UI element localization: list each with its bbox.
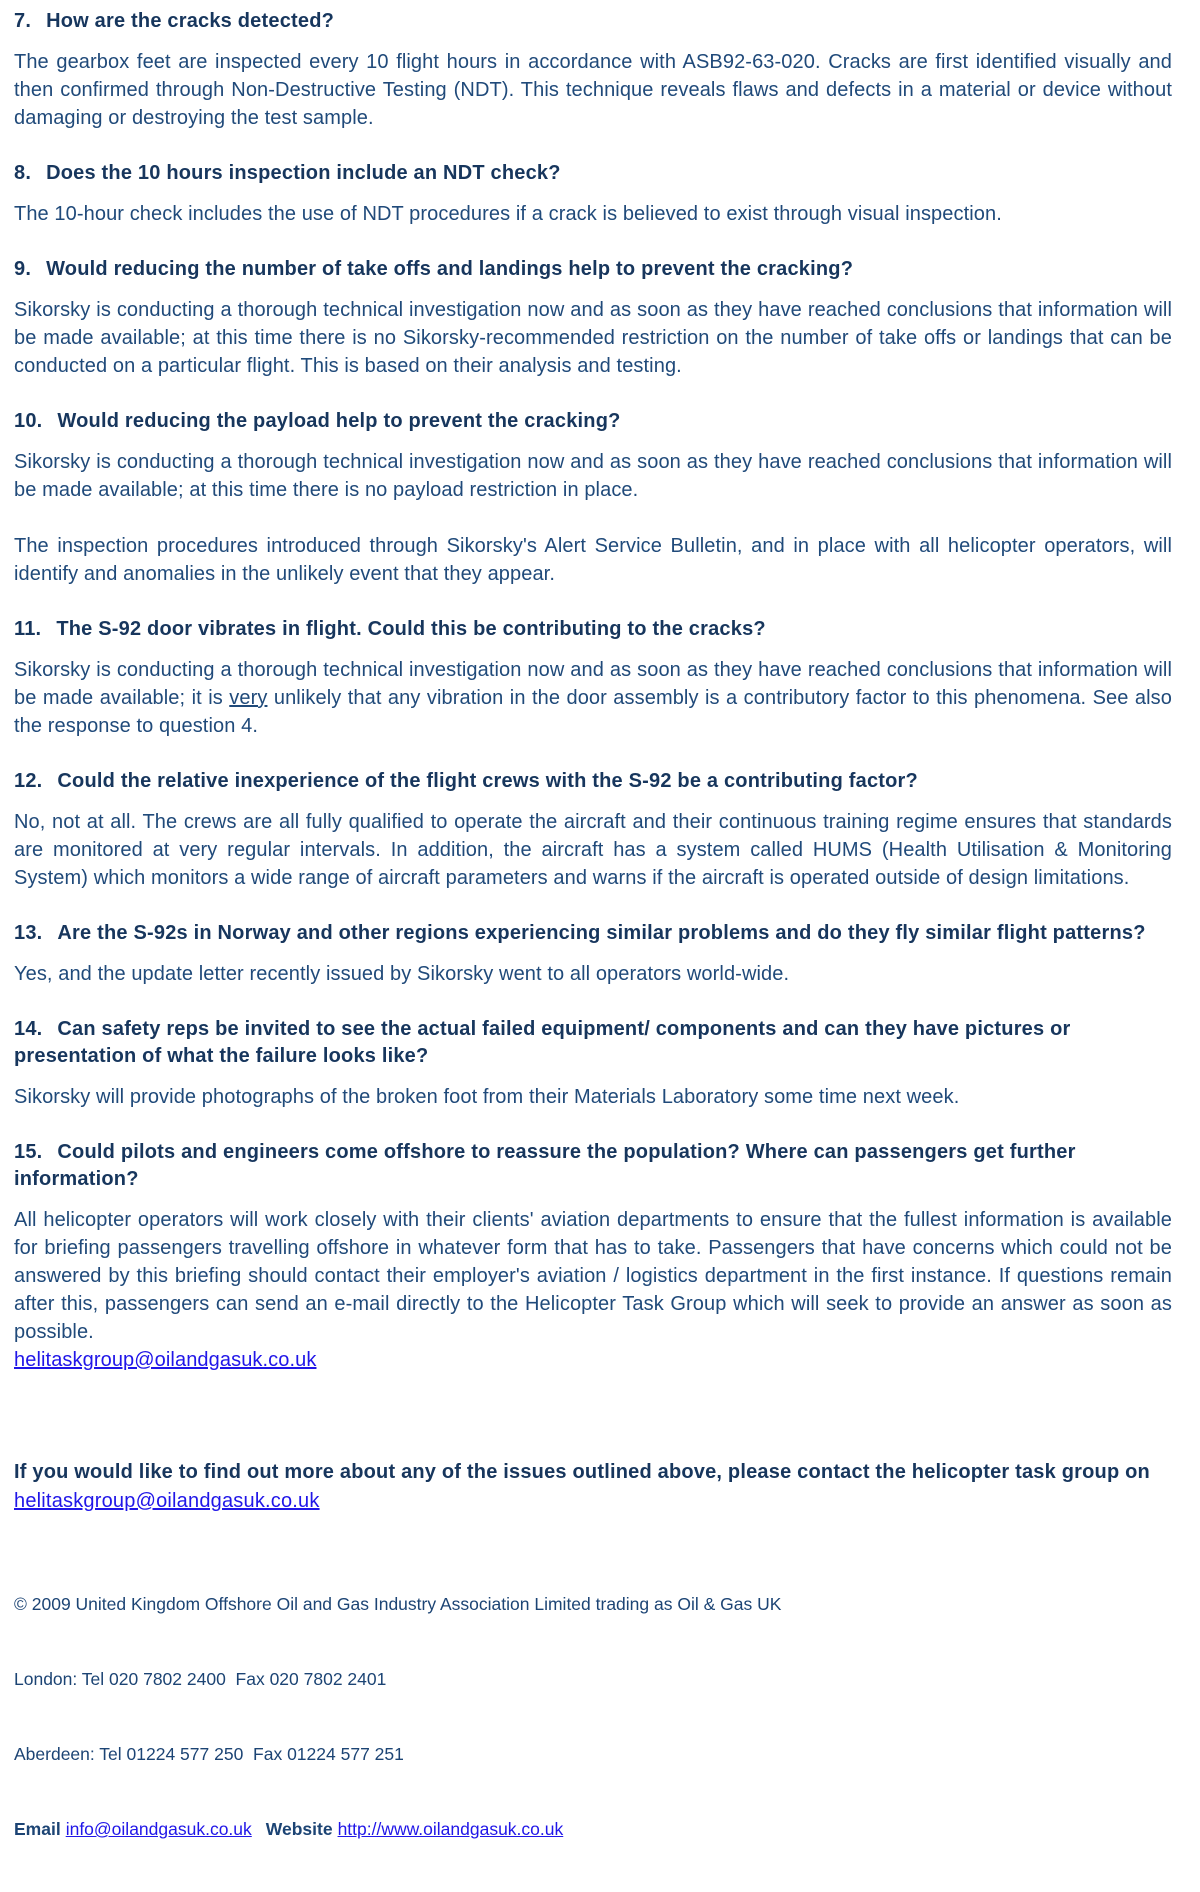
question-number: 15.	[14, 1141, 43, 1163]
vertical-spacer	[14, 1402, 1172, 1458]
question-text: Are the S-92s in Norway and other regions experiencing similar problems and do they fly similar flight patterns?	[57, 922, 1146, 944]
answer-paragraph	[14, 656, 1172, 740]
question-number: 7.	[14, 10, 32, 32]
footer-contact-line	[14, 1817, 1172, 1842]
question-heading	[14, 160, 1172, 187]
answer-text: All helicopter operators will work closely with their clients' aviation departments to ensure that the fullest information is available for briefing passengers travelling offshore in whatever form that has to take. Passengers that have concerns which could not be answered by this briefing should contact their employer's aviation / logistics department in the first instance. If questions remain after this, passengers can send an e-mail directly to the Helicopter Task Group which will seek to provide an answer as soon as possible.	[14, 1209, 1172, 1343]
faq-item-15	[14, 1139, 1172, 1374]
faq-item-12	[14, 768, 1172, 892]
footer-email-label: Email	[14, 1819, 61, 1839]
answer-paragraph: The gearbox feet are inspected every 10 flight hours in accordance with ASB92-63-020. Cracks are first identified visually and then confirmed through Non-Destructive Testing (NDT). This technique reveals flaws and defects in a material or device without damaging or destroying the test sample.	[14, 51, 1172, 129]
footer-website-link[interactable]: http://www.oilandgasuk.co.uk	[337, 1819, 564, 1839]
question-text: Could pilots and engineers come offshore to reassure the population? Where can passengers get further information?	[14, 1141, 1076, 1190]
question-heading	[14, 8, 1172, 35]
question-number: 11.	[14, 618, 42, 640]
question-number: 14.	[14, 1018, 43, 1040]
footer-website-label: Website	[265, 1819, 333, 1839]
helitaskgroup-email-link[interactable]: helitaskgroup@oilandgasuk.co.uk	[14, 1349, 317, 1371]
footer-copyright: © 2009 United Kingdom Offshore Oil and Gas Industry Association Limited trading as Oil & Gas UK	[14, 1594, 782, 1614]
question-text: Could the relative inexperience of the flight crews with the S-92 be a contributing factor?	[57, 770, 918, 792]
question-number: 9.	[14, 258, 32, 280]
footer-aberdeen-line: Aberdeen: Tel 01224 577 250 Fax 01224 577 251	[14, 1744, 404, 1764]
faq-item-7	[14, 8, 1172, 132]
footer	[14, 1542, 1172, 1892]
question-number: 10.	[14, 410, 43, 432]
answer-paragraph: No, not at all. The crews are all fully qualified to operate the aircraft and their continuous training regime ensures that standards are monitored at very regular intervals. In addition, the aircraft has a system called HUMS (Health Utilisation & Monitoring System) which monitors a wide range of aircraft parameters and warns if the aircraft is operated outside of design limitations.	[14, 811, 1172, 889]
contact-lead-text: If you would like to find out more about any of the issues outlined above, please contact the helicopter task group on	[14, 1461, 1150, 1483]
question-number: 13.	[14, 922, 43, 944]
question-text: The S-92 door vibrates in flight. Could this be contributing to the cracks?	[56, 618, 766, 640]
question-text: Does the 10 hours inspection include an NDT check?	[46, 162, 561, 184]
question-heading	[14, 408, 1172, 435]
answer-paragraph: Sikorsky is conducting a thorough technical investigation now and as soon as they have reached conclusions that information will be made available; at this time there is no Sikorsky-recommended restriction on the number of take offs or landings that can be conducted on a particular flight. This is based on their analysis and testing.	[14, 299, 1172, 377]
contact-note	[14, 1458, 1172, 1516]
question-heading	[14, 1016, 1172, 1070]
question-text: Would reducing the number of take offs and landings help to prevent the cracking?	[46, 258, 854, 280]
question-heading	[14, 256, 1172, 283]
contact-email-link[interactable]: helitaskgroup@oilandgasuk.co.uk	[14, 1490, 320, 1512]
faq-item-14	[14, 1016, 1172, 1111]
answer-text-before: Sikorsky is conducting a thorough technical investigation now and as soon as they have reached conclusions that information will be made available; it is	[14, 659, 1172, 709]
footer-london-line: London: Tel 020 7802 2400 Fax 020 7802 2401	[14, 1669, 387, 1689]
answer-paragraph	[14, 1206, 1172, 1374]
footer-email-link[interactable]: info@oilandgasuk.co.uk	[65, 1819, 252, 1839]
answer-underlined-word: very	[229, 687, 268, 709]
question-heading	[14, 768, 1172, 795]
question-heading	[14, 1139, 1172, 1193]
answer-text-after: unlikely that any vibration in the door assembly is a contributory factor to this phenomena. See also the response to question 4.	[14, 687, 1172, 737]
answer-paragraph: Sikorsky is conducting a thorough technical investigation now and as soon as they have reached conclusions that information will be made available; at this time there is no payload restriction in place.	[14, 451, 1172, 501]
faq-item-11	[14, 616, 1172, 740]
faq-item-10	[14, 408, 1172, 588]
answer-paragraph: Yes, and the update letter recently issued by Sikorsky went to all operators world-wide.	[14, 963, 790, 985]
answer-paragraph: The 10-hour check includes the use of NDT procedures if a crack is believed to exist through visual inspection.	[14, 203, 1002, 225]
answer-paragraph-2: The inspection procedures introduced through Sikorsky's Alert Service Bulletin, and in place with all helicopter operators, will identify and anomalies in the unlikely event that they appear.	[14, 535, 1172, 585]
question-number: 12.	[14, 770, 43, 792]
answer-paragraph: Sikorsky will provide photographs of the broken foot from their Materials Laboratory some time next week.	[14, 1086, 960, 1108]
faq-item-13	[14, 920, 1172, 988]
question-heading	[14, 616, 1172, 643]
faq-item-8	[14, 160, 1172, 228]
question-text: How are the cracks detected?	[46, 10, 335, 32]
question-heading	[14, 920, 1172, 947]
question-text: Would reducing the payload help to prevent the cracking?	[57, 410, 621, 432]
faq-item-9	[14, 256, 1172, 380]
question-number: 8.	[14, 162, 32, 184]
question-text: Can safety reps be invited to see the actual failed equipment/ components and can they have pictures or presentation of what the failure looks like?	[14, 1018, 1071, 1067]
